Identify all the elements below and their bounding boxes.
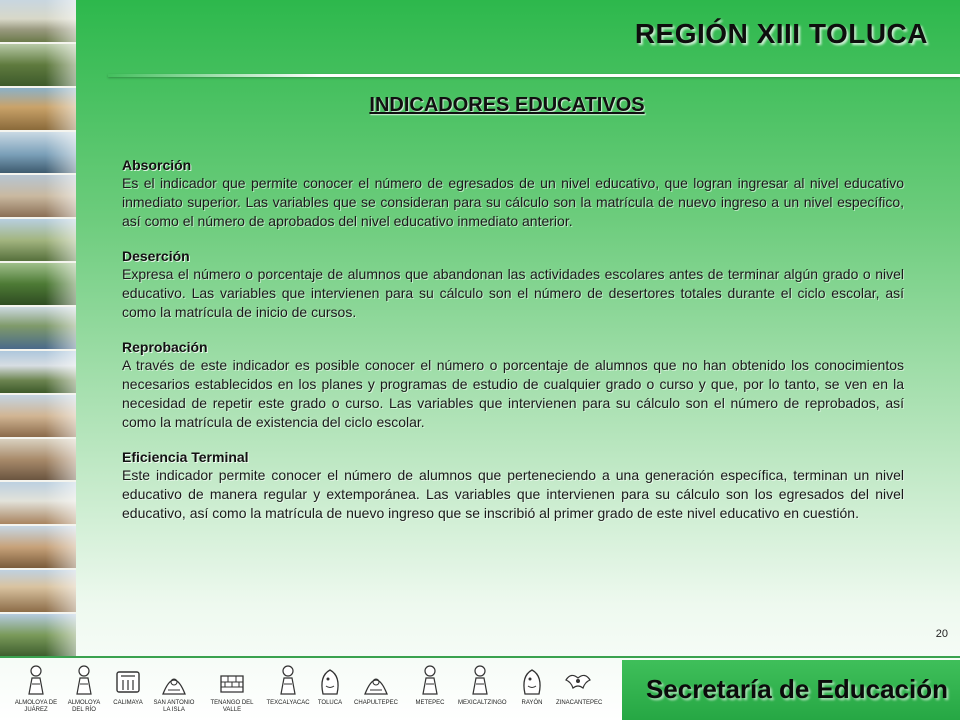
photo-arches	[0, 439, 76, 481]
footer-divider	[0, 656, 960, 658]
section-title: INDICADORES EDUCATIVOS	[369, 94, 645, 116]
municipio-label: SAN ANTONIO LA ISLA	[153, 700, 195, 713]
photo-village	[0, 395, 76, 437]
page-number: 20	[935, 628, 948, 640]
indicator-description: Este indicador permite conocer el número de alumnos que perteneciendo a una generación específica, terminan un nivel educativo de manera regular y extemporánea. Las variables que intervienen para su cálculo son los egresados del nivel educativo, así como la matrícula de nuevo ingreso que se inscribió al primer grado de este nivel educativo en cuestión.	[122, 467, 904, 521]
municipio-label: ALMOLOYA DE JUÁREZ	[14, 700, 58, 713]
glyph-bat-icon	[556, 664, 600, 698]
indicator-heading: Absorción	[122, 157, 192, 173]
municipio-label: ZINACANTEPEC	[556, 700, 603, 706]
municipio-glyph	[308, 664, 352, 707]
municipio-glyph	[510, 664, 554, 707]
glyph-figure-icon	[266, 664, 310, 698]
indicator-heading: Reprobación	[122, 339, 208, 355]
photo-forest	[0, 263, 76, 305]
municipio-glyph	[556, 664, 603, 707]
photo-plaza	[0, 526, 76, 568]
glyph-house-icon	[106, 664, 150, 698]
photo-lake-boat	[0, 132, 76, 174]
glyph-figure-icon	[14, 664, 58, 698]
municipio-glyph	[458, 664, 507, 707]
municipio-glyph	[14, 664, 58, 714]
municipio-label: TEXCALYACAC	[266, 700, 310, 706]
glyph-hill-icon	[354, 664, 398, 698]
photo-volcano	[0, 351, 76, 393]
photo-valley	[0, 614, 76, 656]
indicator-description: Expresa el número o porcentaje de alumnos que abandonan las actividades escolares antes de terminar algún grado o nivel educativo. Las variables que intervienen para su cálculo son el número de desertores totales durante el ciclo escolar, así como la matrícula de inicio de cursos.	[122, 266, 904, 320]
indicator-description: Es el indicador que permite conocer el número de egresados de un nivel educativo, que logran ingresar al nivel educativo inmediato superior. Las variables que se consideran para su cálculo son la matrícula de nuevo ingreso a un nivel específico, así como el número de aprobados del nivel educativo inmediato anterior.	[122, 175, 904, 229]
indicator-block-desercion	[122, 247, 904, 322]
secretaria-banner	[622, 660, 960, 720]
glyph-figure-icon	[62, 664, 106, 698]
photo-trees	[0, 44, 76, 86]
municipio-glyph	[408, 664, 452, 707]
indicator-block-eficiencia-terminal	[122, 448, 904, 523]
photo-church	[0, 482, 76, 524]
glyph-head-icon	[510, 664, 554, 698]
municipio-glyph	[62, 664, 106, 714]
glyph-figure-icon	[458, 664, 502, 698]
indicator-heading: Deserción	[122, 248, 190, 264]
glyph-figure-icon	[408, 664, 452, 698]
municipio-glyph	[106, 664, 150, 707]
municipio-glyph	[354, 664, 398, 707]
glyph-hill-icon	[152, 664, 196, 698]
glyph-head-icon	[308, 664, 352, 698]
municipio-label: MEXICALTZINGO	[458, 700, 507, 706]
photo-bridge	[0, 307, 76, 349]
municipio-glyph-strip	[0, 660, 622, 720]
municipio-label: RAYÓN	[521, 700, 543, 706]
indicator-heading: Eficiencia Terminal	[122, 449, 249, 465]
photo-building	[0, 0, 76, 42]
glyph-wall-icon	[210, 664, 254, 698]
header-divider	[108, 74, 960, 77]
photo-church-facade	[0, 570, 76, 612]
municipio-label: CHAPULTEPEC	[354, 700, 398, 706]
municipio-label: METEPEC	[415, 700, 445, 706]
municipio-glyph	[266, 664, 310, 707]
indicator-block-absorcion	[122, 156, 904, 231]
region-title: REGIÓN XIII TOLUCA	[634, 18, 928, 49]
municipio-label: CALIMAYA	[113, 700, 143, 706]
municipio-label: TENANGO DEL VALLE	[210, 700, 254, 713]
municipio-label: ALMOLOYA DEL RÍO	[67, 700, 101, 713]
indicators-content	[122, 156, 904, 539]
photo-town	[0, 175, 76, 217]
municipio-glyph	[210, 664, 254, 714]
secretaria-label: Secretaría de Educación	[645, 674, 948, 704]
municipio-label: TOLUCA	[317, 700, 343, 706]
municipio-glyph	[152, 664, 196, 714]
photo-hills	[0, 219, 76, 261]
indicator-description: A través de este indicador es posible conocer el número o porcentaje de alumnos que no han obtenido los conocimientos necesarios establecidos en los planes y programas de estudio de cualquier grado o curso y que, por lo tanto, se ven en la necesidad de repetir este grado o curso. Las variables que intervienen para su cálculo son el número de reprobados, así como la matrícula de existencia del ciclo escolar.	[122, 357, 904, 430]
indicator-block-reprobacion	[122, 338, 904, 432]
